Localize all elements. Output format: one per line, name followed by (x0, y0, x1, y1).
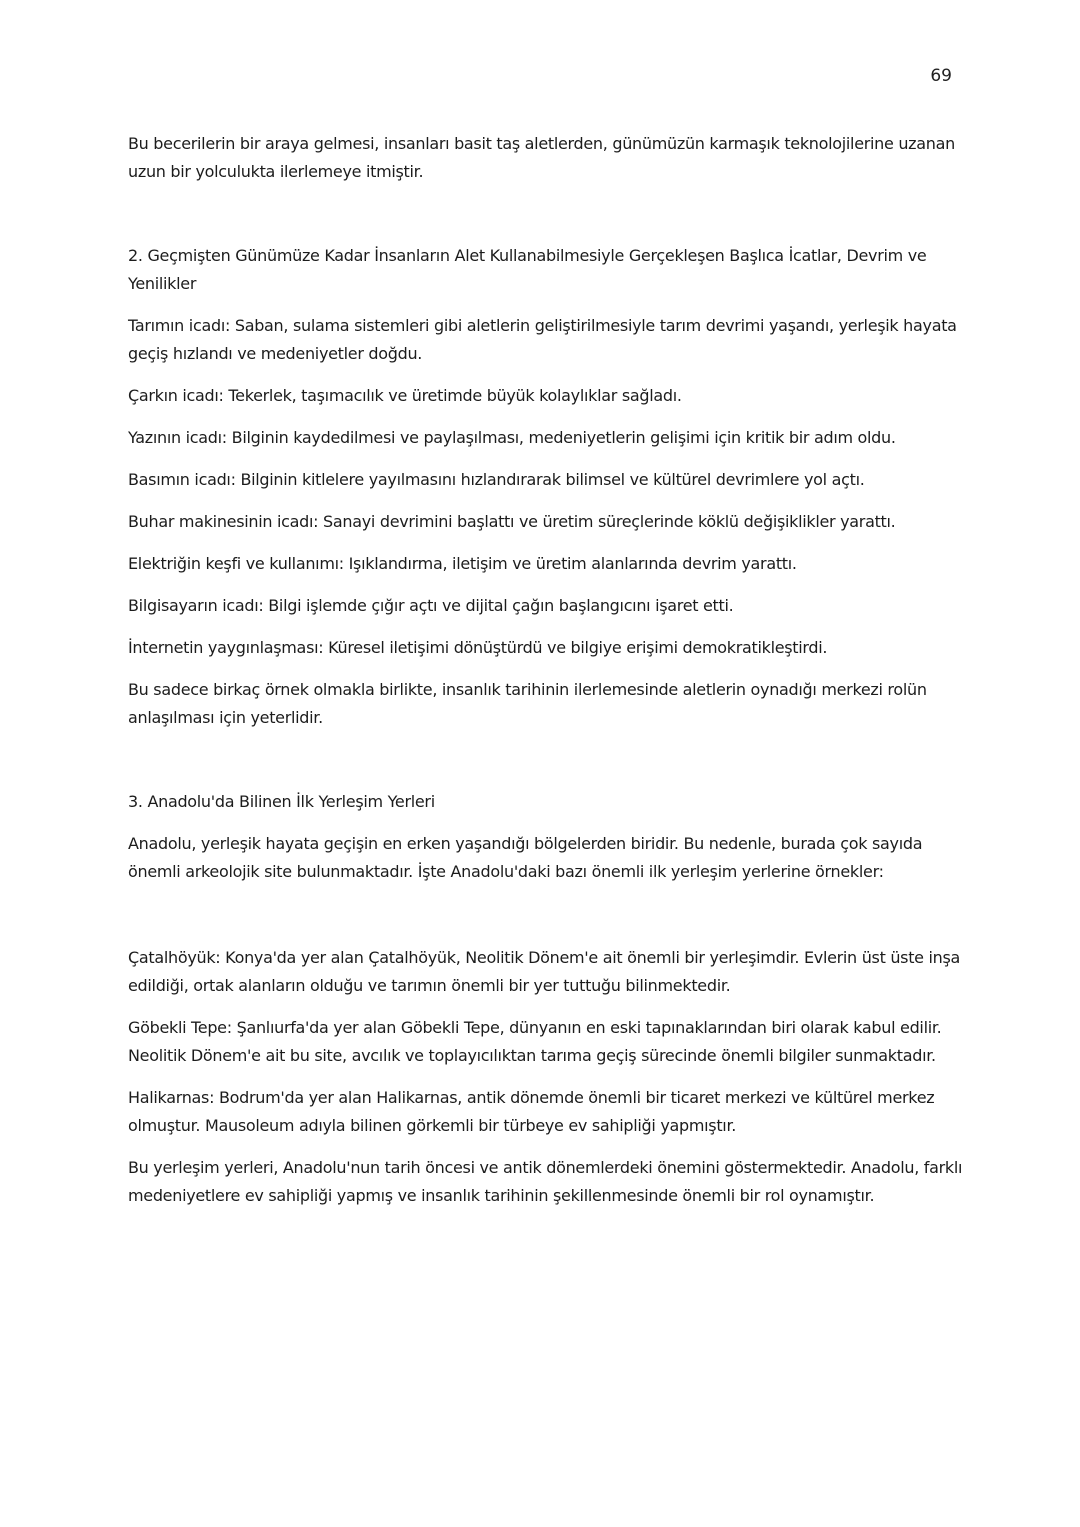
list-item: Bilgisayarın icadı: Bilgi işlemde çığır açtı ve dijital çağın başlangıcını işaret etti. (128, 596, 734, 615)
section-inventions (128, 242, 968, 732)
list-item: Halikarnas: Bodrum'da yer alan Halikarnas, antik dönemde önemli bir ticaret merkezi ve kültürel merkez olmuştur. Mausoleum adıyla bilinen görkemli bir türbeye ev sahipliği yapmıştır. (128, 1088, 935, 1135)
list-item: Tarımın icadı: Saban, sulama sistemleri gibi aletlerin geliştirilmesiyle tarım devrimi yaşandı, yerleşik hayata geçiş hızlandı ve medeniyetler doğdu. (128, 316, 957, 363)
list-item: Göbekli Tepe: Şanlıurfa'da yer alan Göbekli Tepe, dünyanın en eski tapınaklarından biri olarak kabul edilir. Neolitik Dönem'e ait bu site, avcılık ve toplayıcılıktan tarıma geçiş sürecinde önemli bilgiler sunmaktadır. (128, 1018, 942, 1065)
list-item: Yazının icadı: Bilginin kaydedilmesi ve paylaşılması, medeniyetlerin gelişimi için kritik bir adım oldu. (128, 428, 896, 447)
section-heading: 3. Anadolu'da Bilinen İlk Yerleşim Yerleri (128, 792, 435, 811)
list-item: Çarkın icadı: Tekerlek, taşımacılık ve üretimde büyük kolaylıklar sağladı. (128, 386, 682, 405)
list-item: Buhar makinesinin icadı: Sanayi devrimini başlattı ve üretim süreçlerinde köklü değişiklikler yarattı. (128, 512, 896, 531)
list-item: İnternetin yaygınlaşması: Küresel iletişimi dönüştürdü ve bilgiye erişimi demokratikleştirdi. (128, 638, 828, 657)
section-heading: 2. Geçmişten Günümüze Kadar İnsanların Alet Kullanabilmesiyle Gerçekleşen Başlıca İcatlar, Devrim ve Yenilikler (128, 246, 927, 293)
section-intro: Anadolu, yerleşik hayata geçişin en erken yaşandığı bölgelerden biridir. Bu nedenle, burada çok sayıda önemli arkeolojik site bulunmaktadır. İşte Anadolu'daki bazı önemli ilk yerleşim yerlerine örnekler: (128, 834, 923, 881)
section-conclusion: Bu sadece birkaç örnek olmakla birlikte, insanlık tarihinin ilerlemesinde aletlerin oynadığı merkezi rolün anlaşılması için yeterlidir. (128, 680, 927, 727)
list-item: Basımın icadı: Bilginin kitlelere yayılmasını hızlandırarak bilimsel ve kültürel devrimlere yol açtı. (128, 470, 865, 489)
section-conclusion: Bu yerleşim yerleri, Anadolu'nun tarih öncesi ve antik dönemlerdeki önemini göstermektedir. Anadolu, farklı medeniyetlere ev sahipliği yapmış ve insanlık tarihinin şekillenmesinde önemli bir rol oynamıştır. (128, 1158, 963, 1205)
page-content (128, 130, 968, 1210)
list-item: Çatalhöyük: Konya'da yer alan Çatalhöyük, Neolitik Dönem'e ait önemli bir yerleşimdir. Evlerin üst üste inşa edildiği, ortak alanların olduğu ve tarımın önemli bir yer tuttuğu bilinmektedir. (128, 948, 961, 995)
intro-paragraph: Bu becerilerin bir araya gelmesi, insanları basit taş aletlerden, günümüzün karmaşık teknolojilerine uzanan uzun bir yolculukta ilerlemeye itmiştir. (128, 134, 955, 181)
page-number: 69 (930, 66, 952, 86)
section-anatolia-settlements (128, 788, 968, 1210)
list-item: Elektriğin keşfi ve kullanımı: Işıklandırma, iletişim ve üretim alanlarında devrim yarattı. (128, 554, 797, 573)
